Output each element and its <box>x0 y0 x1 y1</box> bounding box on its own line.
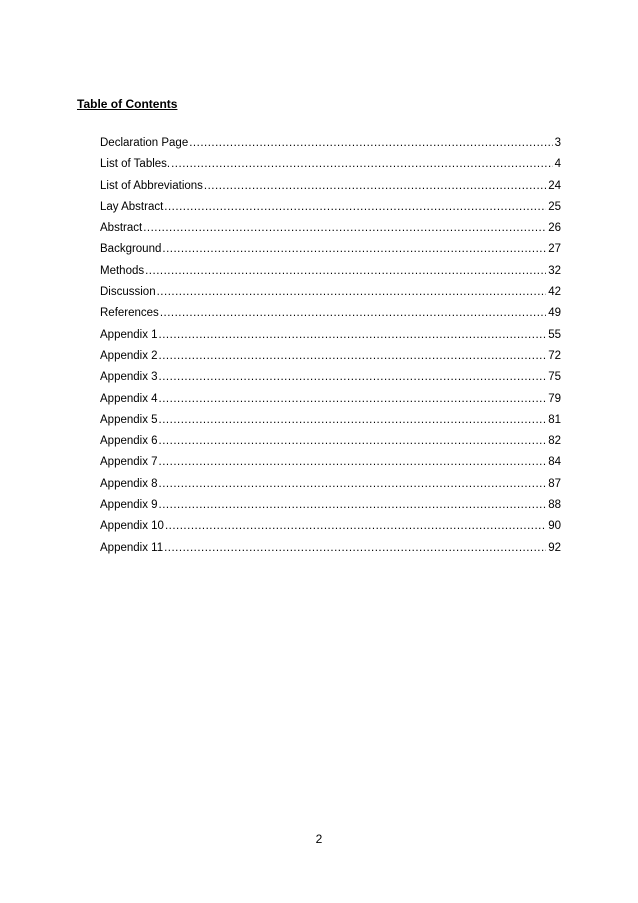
toc-entry-title: List of Abbreviations <box>100 179 203 192</box>
toc-dot-leader <box>159 498 547 512</box>
toc-entry[interactable] <box>100 434 561 455</box>
toc-entry-title: Lay Abstract <box>100 200 164 213</box>
toc-entry-title: Appendix 2 <box>100 349 158 362</box>
toc-dot-leader <box>145 264 546 278</box>
toc-entry-page: 75 <box>548 371 561 384</box>
toc-entry-page: 49 <box>548 307 561 320</box>
toc-dot-leader <box>164 200 546 214</box>
toc-entry-page: 72 <box>548 349 561 362</box>
toc-dot-leader <box>171 157 552 171</box>
toc-entry-page: 25 <box>548 200 561 213</box>
page-number: 2 <box>315 832 323 846</box>
toc-entry-title: Background <box>100 243 162 256</box>
toc-entry[interactable] <box>100 264 561 285</box>
toc-dot-leader <box>159 413 547 427</box>
toc-entry-title: Appendix 4 <box>100 392 158 405</box>
toc-entry-title: Appendix 8 <box>100 477 158 490</box>
toc-heading: Table of Contents <box>77 97 178 111</box>
toc-entry[interactable] <box>100 477 561 498</box>
toc-entry-page: 27 <box>548 243 561 256</box>
toc-entry-page: 88 <box>548 499 561 512</box>
toc-entry-page: 42 <box>548 286 561 299</box>
toc-entry-title: Discussion <box>100 286 156 299</box>
toc-entry-page: 79 <box>548 392 561 405</box>
toc-entry-page: 92 <box>548 541 561 554</box>
toc-entry[interactable] <box>100 519 561 540</box>
toc-entry-page: 55 <box>548 328 561 341</box>
toc-dot-leader <box>160 306 546 320</box>
toc-dot-leader <box>159 328 547 342</box>
toc-entry-page: 24 <box>548 179 561 192</box>
toc-dot-leader <box>157 285 547 299</box>
toc-entry-title: Appendix 6 <box>100 435 158 448</box>
toc-entry[interactable] <box>100 328 561 349</box>
toc-entry[interactable] <box>100 242 561 263</box>
toc-entry[interactable] <box>100 306 561 327</box>
toc-entry-page: 90 <box>548 520 561 533</box>
toc-entry-title: Appendix 3 <box>100 371 158 384</box>
toc-list <box>100 136 561 562</box>
toc-entry[interactable] <box>100 498 561 519</box>
toc-entry[interactable] <box>100 221 561 242</box>
toc-entry-page: 87 <box>548 477 561 490</box>
toc-entry-title: Appendix 9 <box>100 499 158 512</box>
toc-dot-leader <box>159 392 547 406</box>
toc-entry-page: 84 <box>548 456 561 469</box>
toc-entry[interactable] <box>100 349 561 370</box>
toc-entry-title: Appendix 11 <box>100 541 164 554</box>
toc-dot-leader <box>143 221 546 235</box>
toc-entry[interactable] <box>100 370 561 391</box>
toc-entry[interactable] <box>100 285 561 306</box>
toc-entry-page: 82 <box>548 435 561 448</box>
toc-entry-title: Appendix 7 <box>100 456 158 469</box>
toc-entry-page: 32 <box>548 264 561 277</box>
toc-entry[interactable] <box>100 136 561 157</box>
toc-entry-title: Abstract <box>100 222 143 235</box>
toc-dot-leader <box>189 136 552 150</box>
toc-entry-page: 3 <box>554 137 561 149</box>
toc-entry-page: 26 <box>548 222 561 235</box>
toc-entry-title: Appendix 10 <box>100 520 164 533</box>
toc-entry[interactable] <box>100 392 561 413</box>
toc-entry-title: List of Tables. <box>100 158 171 171</box>
toc-entry[interactable] <box>100 179 561 200</box>
toc-entry[interactable] <box>100 413 561 434</box>
toc-entry[interactable] <box>100 157 561 178</box>
toc-entry-page: 81 <box>548 413 561 426</box>
toc-entry-title: Appendix 5 <box>100 413 158 426</box>
toc-entry-title: Declaration Page <box>100 137 189 149</box>
toc-dot-leader <box>162 242 546 256</box>
toc-entry-title: Methods <box>100 264 145 277</box>
toc-dot-leader <box>159 349 547 363</box>
toc-entry-title: References <box>100 307 159 320</box>
toc-entry[interactable] <box>100 541 561 562</box>
toc-dot-leader <box>204 179 546 193</box>
toc-dot-leader <box>159 370 547 384</box>
toc-entry-title: Appendix 1 <box>100 328 158 341</box>
toc-dot-leader <box>159 455 547 469</box>
toc-dot-leader <box>164 541 546 555</box>
toc-dot-leader <box>159 477 547 491</box>
toc-dot-leader <box>159 434 547 448</box>
toc-dot-leader <box>165 519 546 533</box>
toc-entry[interactable] <box>100 455 561 476</box>
toc-entry[interactable] <box>100 200 561 221</box>
toc-entry-page: 4 <box>554 158 561 171</box>
